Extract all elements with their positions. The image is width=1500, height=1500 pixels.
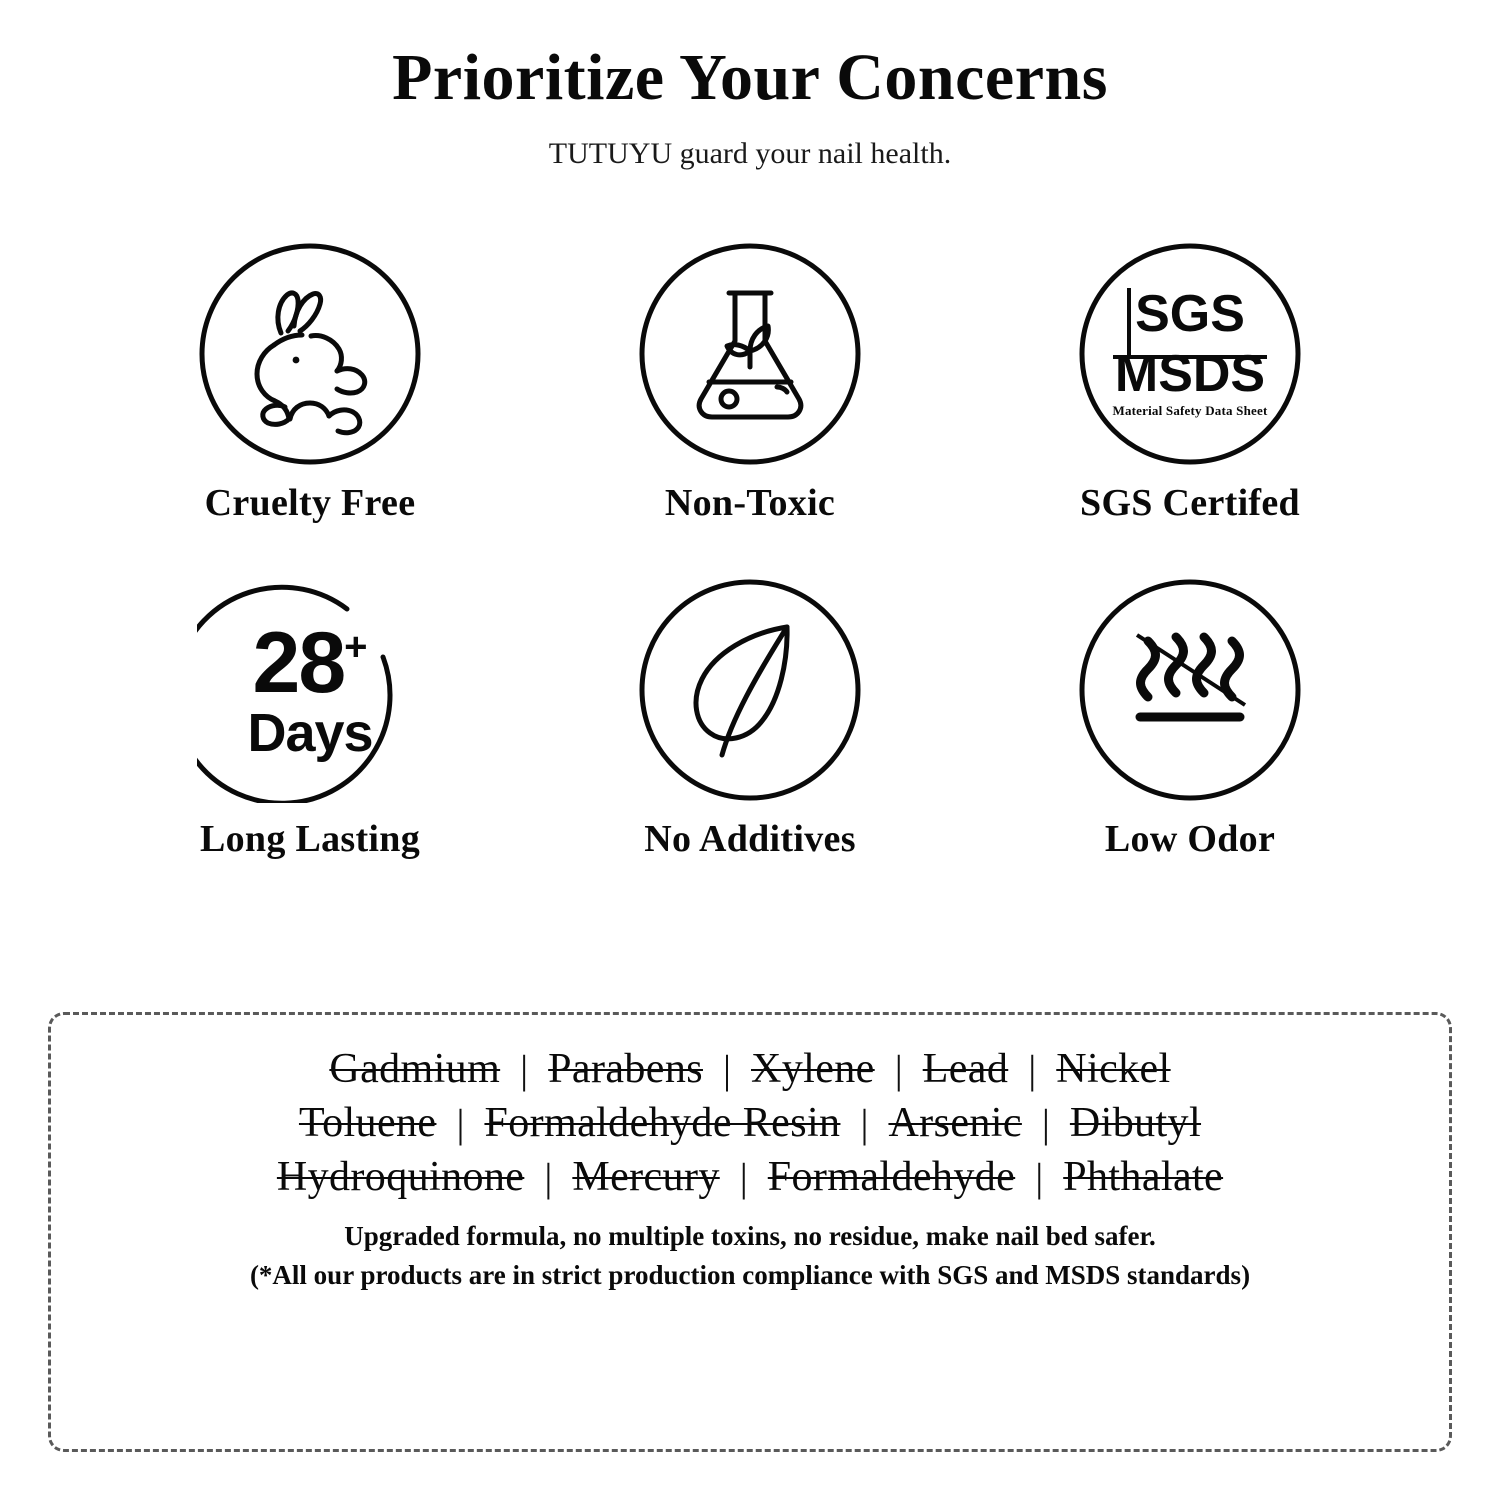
chemical-row	[77, 1153, 1423, 1201]
28-days-icon	[197, 577, 423, 803]
leaf-icon	[637, 577, 863, 803]
footnote-line: (*All our products are in strict production compliance with SGS and MSDS standards)	[249, 1260, 1251, 1291]
sgs-msds-icon	[1077, 241, 1303, 467]
chemical-item: Dibutyl	[1069, 1100, 1202, 1146]
msds-label: MSDS	[1114, 345, 1266, 404]
separator: |	[456, 1100, 465, 1146]
free-from-box	[48, 1012, 1452, 1452]
flask-leaf-icon	[637, 241, 863, 467]
separator: |	[894, 1046, 903, 1092]
feature-label: Low Odor	[1104, 817, 1276, 860]
separator: |	[1035, 1154, 1044, 1200]
feature-label: Long Lasting	[199, 817, 421, 860]
chemical-item: Nickel	[1056, 1046, 1171, 1092]
separator: |	[860, 1100, 869, 1146]
chemical-item: Xylene	[751, 1046, 875, 1092]
feature-non-toxic	[530, 241, 970, 525]
feature-no-additives	[530, 577, 970, 861]
days-plus: +	[344, 624, 368, 669]
footnote-line: Upgraded formula, no multiple toxins, no residue, make nail bed safer.	[344, 1221, 1156, 1251]
chemical-item: Gadmium	[329, 1046, 501, 1092]
sgs-label: SGS	[1135, 285, 1245, 344]
chemical-row	[77, 1099, 1423, 1147]
days-word: Days	[247, 702, 373, 763]
feature-cruelty-free	[90, 241, 530, 525]
separator: |	[1041, 1100, 1050, 1146]
feature-sgs-certified	[970, 241, 1410, 525]
chemical-row	[77, 1045, 1423, 1093]
chemical-item: Formaldehyde Resin	[484, 1100, 841, 1146]
rabbit-icon	[197, 241, 423, 467]
header	[0, 0, 1500, 171]
separator: |	[520, 1046, 529, 1092]
feature-low-odor	[970, 577, 1410, 861]
separator: |	[739, 1154, 748, 1200]
feature-label: SGS Certifed	[1080, 481, 1300, 524]
msds-caption: Material Safety Data Sheet	[1112, 403, 1268, 419]
separator: |	[544, 1154, 553, 1200]
chemical-item: Formaldehyde	[767, 1154, 1016, 1200]
low-odor-icon	[1077, 577, 1303, 803]
feature-label: No Additives	[644, 817, 856, 860]
page-title: Prioritize Your Concerns	[392, 41, 1108, 114]
chemical-item: Mercury	[572, 1154, 720, 1200]
chemical-item: Lead	[922, 1046, 1009, 1092]
chemical-list	[77, 1045, 1423, 1201]
separator: |	[1028, 1046, 1037, 1092]
feature-label: Non-Toxic	[664, 481, 836, 524]
chemical-item: Arsenic	[888, 1100, 1022, 1146]
chemical-item: Toluene	[298, 1100, 437, 1146]
chemical-item: Hydroquinone	[276, 1154, 525, 1200]
feature-label: Cruelty Free	[204, 481, 416, 524]
chemical-item: Parabens	[548, 1046, 703, 1092]
footnotes	[77, 1217, 1423, 1295]
chemical-item: Phthalate	[1063, 1154, 1224, 1200]
feature-grid	[90, 241, 1410, 861]
feature-long-lasting	[90, 577, 530, 861]
days-number: 28	[252, 614, 345, 711]
page-subtitle: TUTUYU guard your nail health.	[548, 136, 952, 170]
separator: |	[722, 1046, 731, 1092]
